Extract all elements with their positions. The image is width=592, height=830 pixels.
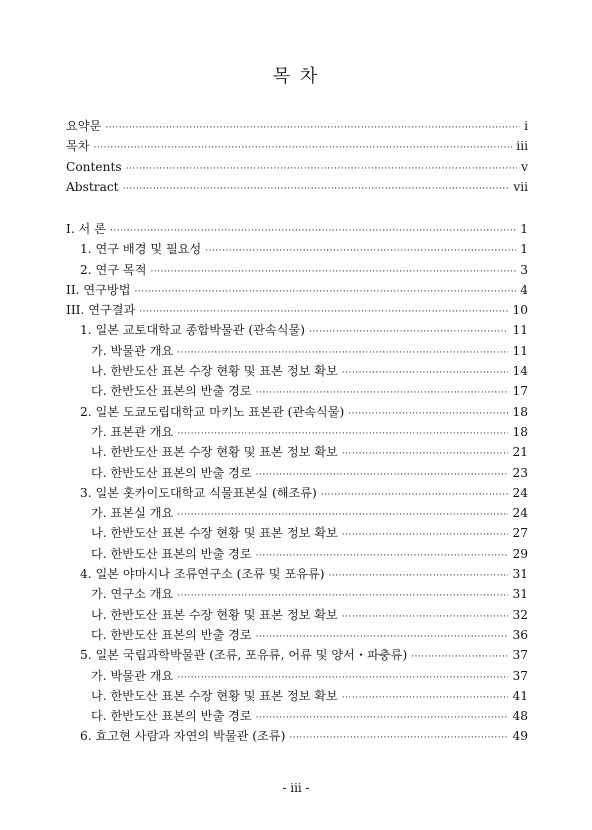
dot-leader xyxy=(94,138,513,158)
dot-leader xyxy=(411,647,508,667)
toc-entry-page: iii xyxy=(516,139,528,154)
toc-entry xyxy=(66,503,528,523)
toc-entry-page: 21 xyxy=(512,445,528,460)
toc-entry-label: 3. 일본 홋카이도대학교 식물표본실 (해조류) xyxy=(80,485,317,500)
toc-entry xyxy=(66,463,528,483)
toc-entry-page: 23 xyxy=(512,465,528,480)
dot-leader xyxy=(134,282,516,302)
toc-entry xyxy=(66,726,528,746)
toc-entry-page: 41 xyxy=(512,688,528,703)
toc-entry xyxy=(66,442,528,462)
toc-entry xyxy=(66,260,528,280)
toc-entry-page: 17 xyxy=(512,384,528,399)
toc-entry xyxy=(66,402,528,422)
toc-entry-label: 가. 연구소 개요 xyxy=(91,587,174,602)
toc-entry xyxy=(66,219,528,239)
dot-leader xyxy=(321,485,509,505)
toc-entry-page: 1 xyxy=(520,242,528,257)
toc-entry xyxy=(66,280,528,300)
toc-front-matter xyxy=(66,116,528,197)
toc-entry-label: 다. 한반도산 표본의 반출 경로 xyxy=(91,546,252,561)
toc-entry-page: 48 xyxy=(512,709,528,724)
dot-leader xyxy=(342,525,509,545)
dot-leader xyxy=(177,424,508,444)
toc-main xyxy=(66,219,528,747)
toc-entry-label: Contents xyxy=(66,159,122,174)
toc-entry-label: 요약문 xyxy=(66,119,102,133)
toc-entry-label: 가. 표본실 개요 xyxy=(91,506,174,521)
toc-entry-page: 3 xyxy=(520,262,528,277)
toc-entry xyxy=(66,361,528,381)
dot-leader xyxy=(126,159,517,179)
dot-leader xyxy=(348,404,508,424)
dot-leader xyxy=(256,465,509,485)
dot-leader xyxy=(289,728,508,748)
toc-entry xyxy=(66,645,528,665)
toc-entry-page: 18 xyxy=(512,424,528,439)
toc-entry-label: 나. 한반도산 표본 수장 현황 및 표본 정보 확보 xyxy=(91,364,338,379)
toc-entry-page: 18 xyxy=(512,404,528,419)
toc-entry xyxy=(66,381,528,401)
dot-leader xyxy=(256,383,509,403)
toc-entry-label: 2. 일본 도쿄도립대학교 마키노 표본관 (관속식물) xyxy=(80,404,345,419)
toc-entry-label: 나. 한반도산 표본 수장 현황 및 표본 정보 확보 xyxy=(91,526,338,541)
toc-entry-label: 다. 한반도산 표본의 반출 경로 xyxy=(91,384,252,399)
toc-entry-label: 6. 효고현 사람과 자연의 박물관 (조류) xyxy=(80,729,286,744)
toc-entry-label: 다. 한반도산 표본의 반출 경로 xyxy=(91,709,252,724)
toc-entry-page: 4 xyxy=(520,282,528,297)
toc-entry-page: vii xyxy=(513,179,528,194)
dot-leader xyxy=(329,566,509,586)
dot-leader xyxy=(139,302,508,322)
dot-leader xyxy=(256,627,509,647)
toc-entry-page: 24 xyxy=(512,506,528,521)
toc-entry xyxy=(66,523,528,543)
toc-entry-label: 1. 연구 배경 및 필요성 xyxy=(80,242,202,257)
toc-entry-page: 36 xyxy=(512,627,528,642)
toc-entry-label: Abstract xyxy=(66,179,119,194)
toc-entry xyxy=(66,605,528,625)
dot-leader xyxy=(309,322,508,342)
dot-leader xyxy=(342,607,509,627)
toc-entry-page: 1 xyxy=(520,222,528,236)
toc-entry xyxy=(66,483,528,503)
toc-entry-page: 31 xyxy=(512,567,528,582)
toc-entry xyxy=(66,625,528,645)
toc-entry-label: 다. 한반도산 표본의 반출 경로 xyxy=(91,627,252,642)
toc-entry-label: 나. 한반도산 표본 수장 현황 및 표본 정보 확보 xyxy=(91,688,338,703)
dot-leader xyxy=(177,586,508,606)
toc-entry-page: 14 xyxy=(512,364,528,379)
toc-entry xyxy=(66,116,528,136)
dot-leader xyxy=(342,363,509,383)
toc-entry xyxy=(66,422,528,442)
toc-entry-label: 가. 표본관 개요 xyxy=(91,424,174,439)
toc-entry-page: 11 xyxy=(512,343,528,358)
toc-entry xyxy=(66,564,528,584)
dot-leader xyxy=(177,668,508,688)
dot-leader xyxy=(177,505,508,525)
toc-entry xyxy=(66,584,528,604)
toc-entry-label: 5. 일본 국립과학박물관 (조류, 포유류, 어류 및 양서・파충류) xyxy=(80,648,408,663)
toc-entry-page: 10 xyxy=(512,303,528,318)
toc-entry-label: 가. 박물관 개요 xyxy=(91,668,174,683)
toc-entry xyxy=(66,136,528,156)
dot-leader xyxy=(342,444,509,464)
toc-entry-page: 11 xyxy=(512,323,528,338)
dot-leader xyxy=(110,221,516,241)
toc-entry-page: 24 xyxy=(512,485,528,500)
toc-entry-label: 2. 연구 목적 xyxy=(80,262,147,277)
page-title: 목 차 xyxy=(272,66,320,87)
toc-entry-page: 49 xyxy=(512,729,528,744)
dot-leader xyxy=(205,241,516,261)
toc-entry xyxy=(66,157,528,177)
toc-entry-label: 목차 xyxy=(66,139,90,154)
dot-leader xyxy=(150,262,516,282)
toc-entry-label: I. 서 론 xyxy=(66,222,106,236)
toc-entry xyxy=(66,300,528,320)
toc-entry-page: v xyxy=(521,159,528,174)
toc-entry-label: II. 연구방법 xyxy=(66,282,131,297)
toc-entry xyxy=(66,320,528,340)
toc-entry-page: 37 xyxy=(512,668,528,683)
dot-leader xyxy=(342,688,509,708)
toc-entry xyxy=(66,666,528,686)
dot-leader xyxy=(105,118,520,138)
toc-entry xyxy=(66,341,528,361)
page-number-footer: - iii - xyxy=(282,781,310,795)
toc-entry-label: 다. 한반도산 표본의 반출 경로 xyxy=(91,465,252,480)
dot-leader xyxy=(177,343,508,363)
toc-entry-page: i xyxy=(524,119,528,133)
toc-entry xyxy=(66,706,528,726)
toc-entry xyxy=(66,686,528,706)
toc-entry-label: 나. 한반도산 표본 수장 현황 및 표본 정보 확보 xyxy=(91,445,338,460)
dot-leader xyxy=(256,708,509,728)
toc-entry-page: 27 xyxy=(512,526,528,541)
toc-entry xyxy=(66,544,528,564)
toc-entry xyxy=(66,177,528,197)
toc-entry-page: 29 xyxy=(512,546,528,561)
toc-entry-label: III. 연구결과 xyxy=(66,303,136,318)
toc-entry-page: 31 xyxy=(512,587,528,602)
toc-entry-page: 37 xyxy=(512,648,528,663)
toc-entry xyxy=(66,239,528,259)
dot-leader xyxy=(256,546,509,566)
dot-leader xyxy=(123,179,510,199)
toc-entry-label: 4. 일본 야마시나 조류연구소 (조류 및 포유류) xyxy=(80,567,325,582)
toc-entry-label: 가. 박물관 개요 xyxy=(91,343,174,358)
toc-entry-label: 1. 일본 교토대학교 종합박물관 (관속식물) xyxy=(80,323,306,338)
toc-entry-page: 32 xyxy=(512,607,528,622)
toc-entry-label: 나. 한반도산 표본 수장 현황 및 표본 정보 확보 xyxy=(91,607,338,622)
